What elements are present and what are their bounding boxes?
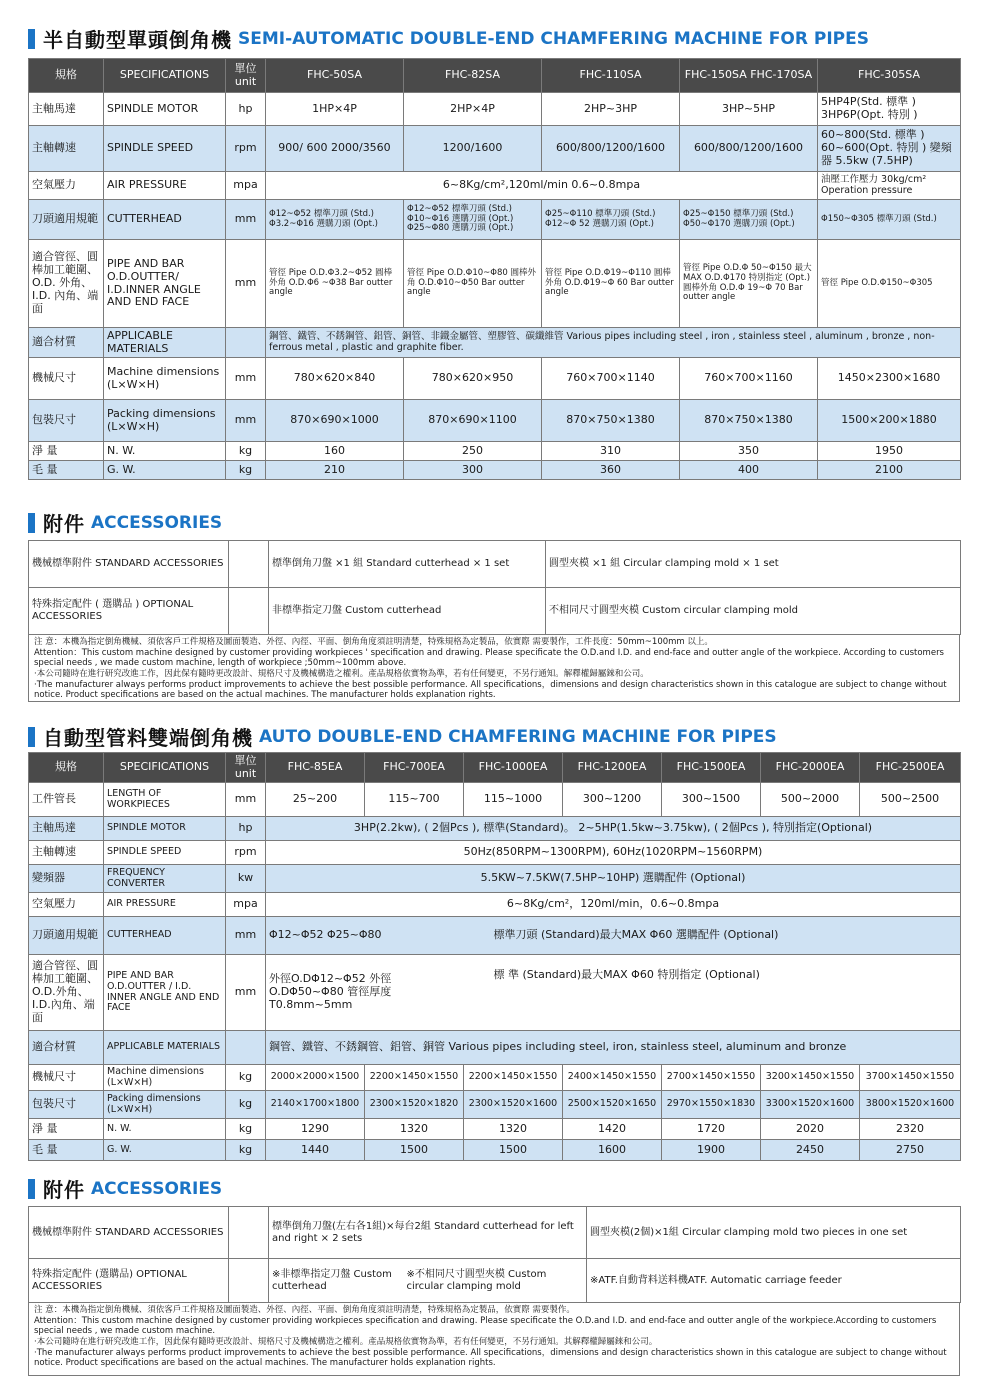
auto-accessories-title — [28, 1174, 222, 1203]
row-label-zh: 刀頭適用規範 — [29, 200, 104, 240]
semi-title-en: SEMI-AUTOMATIC DOUBLE-END CHAMFERING MACHINE FOR PIPES — [238, 28, 869, 49]
spec-cell: 300~1500 — [662, 783, 761, 817]
spec-cell: 300 — [404, 461, 542, 480]
model-header: FHC-700EA — [365, 753, 464, 783]
acc-label: 特殊指定配件 ( 選購品 ) OPTIONAL ACCESSORIES — [29, 588, 229, 635]
spec-cell: 1420 — [563, 1119, 662, 1140]
spec-cell: 標 準 (Standard)最大MAX Φ60 特別指定 (Optional) — [464, 955, 961, 1031]
spec-row-spindle-motor — [29, 817, 961, 841]
model-header: FHC-305SA — [818, 59, 961, 93]
acc-item: ※ATF.自動背料送料機ATF. Automatic carriage feeder — [587, 1259, 961, 1303]
row-label-en: N. W. — [104, 442, 226, 461]
spec-row-pipe-range — [29, 955, 961, 1031]
note-line: ·本公司隨時在進行研究改進工作，因此保有隨時更改設計、規格尺寸及機械構造之權利。產品規格依實物為準，若有任何變更，不另行通知。其解釋權歸屬錸和公司。 — [34, 1336, 658, 1347]
spec-cell: 300~1200 — [563, 783, 662, 817]
spec-cell: 油壓工作壓力 30kg/cm² Operation pressure — [818, 172, 961, 200]
acc-item: 非標準指定刀盤 Custom cutterhead — [269, 588, 546, 635]
row-label-zh: 毛 量 — [29, 1140, 104, 1161]
spec-cell-span: 鋼管、鐵管、不銹鋼管、鋁管、銅管 Various pipes including steel, iron, stainless steel, aluminum and bronze — [266, 1031, 961, 1065]
spec-cell: 管徑 Pipe O.D.Φ19~Φ110 圓棒外角 O.D.Φ19~Φ 60 Bar outter angle — [542, 240, 680, 328]
row-unit: mm — [226, 783, 266, 817]
spec-cell: 780×620×840 — [266, 358, 404, 400]
spec-cell: 2750 — [860, 1140, 961, 1161]
acc-title-en: ACCESSORIES — [91, 512, 223, 533]
spec-cell: 2HP~3HP — [542, 93, 680, 126]
header-spec-en: SPECIFICATIONS — [104, 753, 226, 783]
row-unit: kg — [226, 1091, 266, 1119]
spec-cell: 1600 — [563, 1140, 662, 1161]
spec-cell: 1500×200×1880 — [818, 400, 961, 442]
model-header: FHC-1500EA — [662, 753, 761, 783]
spec-cell: 2320 — [860, 1119, 961, 1140]
spec-cell: 2000×2000×1500 — [266, 1065, 365, 1091]
row-label-en: FREQUENCY CONVERTER — [104, 865, 226, 893]
row-unit — [226, 328, 266, 358]
spec-cell: 3800×1520×1600 — [860, 1091, 961, 1119]
spec-cell: 1500 — [464, 1140, 563, 1161]
spec-cell: 5HP4P(Std. 標準 ) 3HP6P(Opt. 特別 ) — [818, 93, 961, 126]
spec-row-net-weight — [29, 442, 961, 461]
row-label-en: SPINDLE SPEED — [104, 126, 226, 172]
model-header: FHC-85EA — [266, 753, 365, 783]
spec-row-materials — [29, 328, 961, 358]
spec-cell: Φ150~Φ305 標準刀頭 (Std.) — [818, 200, 961, 240]
spec-row-machine-dim — [29, 1065, 961, 1091]
header-unit: 單位 unit — [226, 59, 266, 93]
spec-cell: Φ12~Φ52 Φ25~Φ80 — [266, 917, 464, 955]
spec-cell: 780×620×950 — [404, 358, 542, 400]
row-label-en: SPINDLE MOTOR — [104, 817, 226, 841]
row-unit: kg — [226, 461, 266, 480]
acc-label: 機械標準附件 STANDARD ACCESSORIES — [29, 541, 229, 588]
spec-cell: 1900 — [662, 1140, 761, 1161]
row-label-en: APPLICABLE MATERIALS — [104, 328, 226, 358]
row-label-en: AIR PRESSURE — [104, 893, 226, 917]
note-line: ·The manufacturer always performs product improvements to achieve the best possible performance. All specifications，dimensions and design characteristics shown in this catalogue are subject to change without notice. Product specifications are based on the actual machines. The manufacturer holds explanation rights. — [34, 1347, 947, 1369]
spec-cell: 2140×1700×1800 — [266, 1091, 365, 1119]
auto-header-row — [29, 753, 961, 783]
acc-item: 圓型夾模(2個)×1組 Circular clamping mold two pieces in one set — [587, 1207, 961, 1259]
spec-cell: 3300×1520×1600 — [761, 1091, 860, 1119]
row-label-en: N. W. — [104, 1119, 226, 1140]
row-label-zh: 適合管徑、圓棒加工範圍、O.D.外角、I.D.內角、端面 — [29, 955, 104, 1031]
acc-row-optional — [29, 1259, 961, 1303]
row-unit: mm — [226, 240, 266, 328]
spec-row-gross-weight — [29, 1140, 961, 1161]
row-label-zh: 刀頭適用規範 — [29, 917, 104, 955]
acc-row-standard — [29, 541, 961, 588]
spec-cell: Φ12~Φ52 標準刀頭 (Std.) Φ10~Φ16 選購刀頭 (Opt.) Φ25~Φ80 選購刀頭 (Opt.) — [404, 200, 542, 240]
spec-cell: 2100 — [818, 461, 961, 480]
row-label-zh: 包裝尺寸 — [29, 1091, 104, 1119]
row-label-zh: 機械尺寸 — [29, 358, 104, 400]
spec-cell: 3700×1450×1550 — [860, 1065, 961, 1091]
spec-cell-span: 5.5KW~7.5KW(7.5HP~10HP) 選購配件 (Optional) — [266, 865, 961, 893]
row-unit: mm — [226, 200, 266, 240]
row-label-zh: 變頻器 — [29, 865, 104, 893]
spec-cell: Φ25~Φ150 標準刀頭 (Std.) Φ50~Φ170 選購刀頭 (Opt.) — [680, 200, 818, 240]
spec-row-spindle-motor — [29, 93, 961, 126]
spec-cell: 1440 — [266, 1140, 365, 1161]
row-label-en: APPLICABLE MATERIALS — [104, 1031, 226, 1065]
spec-cell: 870×690×1100 — [404, 400, 542, 442]
auto-accessories-table — [28, 1206, 961, 1303]
row-unit: kg — [226, 1119, 266, 1140]
auto-notes — [28, 1302, 960, 1376]
spec-cell: 2450 — [761, 1140, 860, 1161]
semi-section-title — [28, 24, 869, 53]
row-unit: mm — [226, 358, 266, 400]
row-unit: mpa — [226, 172, 266, 200]
row-unit: rpm — [226, 841, 266, 865]
row-label-zh: 機械尺寸 — [29, 1065, 104, 1091]
acc-spacer — [229, 588, 269, 635]
spec-cell: 2020 — [761, 1119, 860, 1140]
spec-cell: 60~800(Std. 標準 ) 60~600(Opt. 特別 ) 變頻器 5.5kw (7.5HP) — [818, 126, 961, 172]
acc-item: 標準倒角刀盤 ×1 組 Standard cutterhead × 1 set — [269, 541, 546, 588]
row-label-zh: 工件管長 — [29, 783, 104, 817]
row-unit: rpm — [226, 126, 266, 172]
auto-title-en: AUTO DOUBLE-END CHAMFERING MACHINE FOR PIPES — [259, 726, 777, 747]
spec-cell: 350 — [680, 442, 818, 461]
acc-item: 不相同尺寸圓型夾模 Custom circular clamping mold — [546, 588, 961, 635]
spec-cell: 210 — [266, 461, 404, 480]
spec-row-net-weight — [29, 1119, 961, 1140]
row-unit: hp — [226, 93, 266, 126]
spec-cell: 25~200 — [266, 783, 365, 817]
acc-title-zh: 附件 — [43, 1178, 85, 1202]
spec-row-air-pressure — [29, 172, 961, 200]
acc-spacer — [229, 541, 269, 588]
spec-cell: 2300×1520×1820 — [365, 1091, 464, 1119]
auto-title-zh: 自動型管料雙端倒角機 — [43, 726, 253, 750]
spec-row-air-pressure — [29, 893, 961, 917]
acc-label: 機械標準附件 STANDARD ACCESSORIES — [29, 1207, 229, 1259]
note-line: 注 意：本機為指定倒角機械、須依客戶工件規格及圖面製造、外徑、內徑、平面、倒角角度須註明清楚，特殊規格為定製品，依實際 需要製作，工件長度：50mm~100mm 以上。 — [34, 637, 713, 647]
spec-cell: 2HP×4P — [404, 93, 542, 126]
spec-cell: 115~700 — [365, 783, 464, 817]
spec-row-cutterhead — [29, 917, 961, 955]
row-label-en: PIPE AND BAR O.D.OUTTER/ I.D.INNER ANGLE AND END FACE — [104, 240, 226, 328]
spec-cell: 1290 — [266, 1119, 365, 1140]
model-header: FHC-1000EA — [464, 753, 563, 783]
auto-section-title — [28, 722, 777, 751]
spec-cell: 管徑 Pipe O.D.Φ150~Φ305 — [818, 240, 961, 328]
spec-row-frequency-converter — [29, 865, 961, 893]
spec-row-pipe-range — [29, 240, 961, 328]
title-marker — [28, 1179, 35, 1199]
title-marker — [28, 727, 35, 747]
row-label-en: G. W. — [104, 461, 226, 480]
row-label-en: Machine dimensions (L×W×H) — [104, 1065, 226, 1091]
acc-row-optional — [29, 588, 961, 635]
spec-cell: 管徑 Pipe O.D.Φ3.2~Φ52 圓棒外角 O.D.Φ6 ~Φ38 Bar outter angle — [266, 240, 404, 328]
acc-spacer — [229, 1259, 269, 1303]
row-label-en: G. W. — [104, 1140, 226, 1161]
spec-cell: 管徑 Pipe O.D.Φ10~Φ80 圓棒外角 O.D.Φ10~Φ50 Bar outter angle — [404, 240, 542, 328]
row-unit: mm — [226, 400, 266, 442]
row-label-en: SPINDLE SPEED — [104, 841, 226, 865]
row-unit: kg — [226, 1140, 266, 1161]
spec-row-gross-weight — [29, 461, 961, 480]
spec-cell: 600/800/1200/1600 — [542, 126, 680, 172]
spec-cell: 500~2000 — [761, 783, 860, 817]
acc-item: 標準倒角刀盤(左右各1組)×每台2組 Standard cutterhead for left and right × 2 sets — [269, 1207, 587, 1259]
row-label-en: CUTTERHEAD — [104, 200, 226, 240]
row-label-zh: 包裝尺寸 — [29, 400, 104, 442]
spec-cell: 500~2500 — [860, 783, 961, 817]
spec-cell: 1950 — [818, 442, 961, 461]
row-unit: mm — [226, 917, 266, 955]
spec-cell: 3HP~5HP — [680, 93, 818, 126]
model-header: FHC-2500EA — [860, 753, 961, 783]
spec-cell: 870×750×1380 — [542, 400, 680, 442]
row-unit: kg — [226, 442, 266, 461]
spec-cell-span: 50Hz(850RPM~1300RPM), 60Hz(1020RPM~1560RPM) — [266, 841, 961, 865]
spec-row-packing-dim — [29, 1091, 961, 1119]
auto-spec-table — [28, 752, 961, 1161]
spec-cell: 1320 — [365, 1119, 464, 1140]
spec-cell: 310 — [542, 442, 680, 461]
row-label-en: CUTTERHEAD — [104, 917, 226, 955]
spec-row-spindle-speed — [29, 126, 961, 172]
model-header: FHC-1200EA — [563, 753, 662, 783]
spec-cell: 900/ 600 2000/3560 — [266, 126, 404, 172]
spec-cell: 870×750×1380 — [680, 400, 818, 442]
header-unit: 單位 unit — [226, 753, 266, 783]
spec-row-machine-dim — [29, 358, 961, 400]
spec-cell: 標準刀頭 (Standard)最大MAX Φ60 選購配件 (Optional) — [464, 917, 961, 955]
spec-cell: 250 — [404, 442, 542, 461]
spec-cell: 160 — [266, 442, 404, 461]
title-marker — [28, 513, 35, 533]
spec-cell: 2700×1450×1550 — [662, 1065, 761, 1091]
spec-cell: Φ12~Φ52 標準刀頭 (Std.) Φ3.2~Φ16 選購刀頭 (Opt.) — [266, 200, 404, 240]
spec-row-cutterhead — [29, 200, 961, 240]
spec-cell: 3200×1450×1550 — [761, 1065, 860, 1091]
semi-accessories-table — [28, 540, 961, 635]
spec-cell: 2400×1450×1550 — [563, 1065, 662, 1091]
row-label-zh: 空氣壓力 — [29, 893, 104, 917]
spec-cell: 管徑 Pipe O.D.Φ 50~Φ150 最大 MAX O.D.Φ170 特別指定 (Opt.) 圓棒外角 O.D.Φ 19~Φ 70 Bar outter angle — [680, 240, 818, 328]
spec-cell: 360 — [542, 461, 680, 480]
spec-cell: 2970×1550×1830 — [662, 1091, 761, 1119]
spec-cell: 1320 — [464, 1119, 563, 1140]
row-label-en: LENGTH OF WORKPIECES — [104, 783, 226, 817]
row-label-zh: 適合管徑、圓棒加工範圍、O.D. 外角、I.D. 內角、端面 — [29, 240, 104, 328]
semi-title-zh: 半自動型單頭倒角機 — [43, 28, 232, 52]
row-label-zh: 適合材質 — [29, 1031, 104, 1065]
spec-cell: 2200×1450×1550 — [365, 1065, 464, 1091]
title-marker — [28, 29, 35, 49]
semi-spec-table — [28, 58, 961, 480]
spec-cell: 870×690×1000 — [266, 400, 404, 442]
spec-row-length — [29, 783, 961, 817]
spec-row-packing-dim — [29, 400, 961, 442]
note-line: Attention：This custom machine designed by customer providing workpieces ' specification and drawing. Please specificate the O.D.and I.D. and end-face and outter angle of the workpiece. According to customers special needs , we made custom machine, length of workpiece ;50mm~100mm above. — [34, 647, 944, 669]
note-line: ·本公司隨時在進行研究改進工作，因此保有隨時更改設計、規格尺寸及機械構造之權利。產品規格依實物為準，若有任何變更，不另行通知。解釋權歸屬錸和公司。 — [34, 668, 649, 679]
acc-item: 圓型夾模 ×1 組 Circular clamping mold × 1 set — [546, 541, 961, 588]
acc-row-standard — [29, 1207, 961, 1259]
spec-cell: 2500×1520×1650 — [563, 1091, 662, 1119]
spec-row-spindle-speed — [29, 841, 961, 865]
spec-row-materials — [29, 1031, 961, 1065]
model-header: FHC-50SA — [266, 59, 404, 93]
row-label-zh: 主軸轉速 — [29, 841, 104, 865]
row-label-en: AIR PRESSURE — [104, 172, 226, 200]
row-unit: mm — [226, 955, 266, 1031]
semi-accessories-title — [28, 508, 222, 537]
spec-cell: 1500 — [365, 1140, 464, 1161]
row-label-zh: 淨 量 — [29, 1119, 104, 1140]
row-label-zh: 主軸馬達 — [29, 93, 104, 126]
acc-title-en: ACCESSORIES — [91, 1178, 223, 1199]
semi-notes — [28, 634, 960, 702]
acc-item: ※非標準指定刀盤 Custom cutterhead — [269, 1259, 404, 1303]
spec-cell: 760×700×1140 — [542, 358, 680, 400]
spec-cell-span: 6~8Kg/cm²，120ml/min，0.6~0.8mpa — [266, 893, 961, 917]
spec-cell: 115~1000 — [464, 783, 563, 817]
spec-cell-span: 6~8Kg/cm²,120ml/min 0.6~0.8mpa — [266, 172, 818, 200]
row-label-zh: 適合材質 — [29, 328, 104, 358]
spec-cell: 1450×2300×1680 — [818, 358, 961, 400]
model-header: FHC-2000EA — [761, 753, 860, 783]
row-label-zh: 主軸轉速 — [29, 126, 104, 172]
acc-title-zh: 附件 — [43, 512, 85, 536]
header-spec-zh: 規格 — [29, 59, 104, 93]
row-unit: kg — [226, 1065, 266, 1091]
acc-label: 特殊指定配件 (選購品) OPTIONAL ACCESSORIES — [29, 1259, 229, 1303]
spec-cell: 600/800/1200/1600 — [680, 126, 818, 172]
model-header: FHC-150SA FHC-170SA — [680, 59, 818, 93]
spec-cell: 2200×1450×1550 — [464, 1065, 563, 1091]
spec-cell: 760×700×1160 — [680, 358, 818, 400]
spec-cell: 400 — [680, 461, 818, 480]
row-label-zh: 空氣壓力 — [29, 172, 104, 200]
spec-cell: 2300×1520×1600 — [464, 1091, 563, 1119]
header-spec-zh: 規格 — [29, 753, 104, 783]
spec-cell: Φ25~Φ110 標準刀頭 (Std.) Φ12~Φ 52 選購刀頭 (Opt.) — [542, 200, 680, 240]
header-spec-en: SPECIFICATIONS — [104, 59, 226, 93]
acc-spacer — [229, 1207, 269, 1259]
model-header: FHC-82SA — [404, 59, 542, 93]
note-line: ·The manufacturer always performs product improvements to achieve the best possible performance. All specifications，dimensions and design characteristics shown in this catalogue are subject to change without notice. Product specifications are based on the actual machines. The manufacturer holds explanation rights. — [34, 679, 947, 701]
row-label-zh: 主軸馬達 — [29, 817, 104, 841]
note-line: Attention：This custom machine designed by customer providing workpieces specification and drawing. Please specificate the O.D.and I.D. and end-face and outter angle of the workpiece.According to customers special needs , we made custom machine. — [34, 1315, 937, 1337]
row-label-en: Machine dimensions (L×W×H) — [104, 358, 226, 400]
row-label-en: Packing dimensions (L×W×H) — [104, 400, 226, 442]
spec-cell: 1HP×4P — [266, 93, 404, 126]
spec-cell-span: 鋼管、鐵管、不銹鋼管、鋁管、銅管、非鐵金屬管、塑膠管、碳纖維管 Various pipes including steel , iron , stainless steel , aluminum , bronze , non-ferrous metal , plastic and graphite fiber. — [266, 328, 961, 358]
spec-cell: 外徑O.DΦ12~Φ52 外徑O.DΦ50~Φ80 管徑厚度 T0.8mm~5mm — [266, 955, 464, 1031]
row-label-en: Packing dimensions (L×W×H) — [104, 1091, 226, 1119]
spec-cell: 1720 — [662, 1119, 761, 1140]
model-header: FHC-110SA — [542, 59, 680, 93]
row-label-zh: 毛 量 — [29, 461, 104, 480]
row-unit: mpa — [226, 893, 266, 917]
semi-header-row — [29, 59, 961, 93]
note-line: 注 意：本機為指定倒角機械、須依客戶工件規格及圖面製造、外徑、內徑、平面、倒角角度須註明清楚，特殊規格為定製品，依實際 需要製作。 — [34, 1305, 575, 1315]
row-unit: hp — [226, 817, 266, 841]
acc-item: ※不相同尺寸圓型夾模 Custom circular clamping mold — [404, 1259, 587, 1303]
row-label-zh: 淨 量 — [29, 442, 104, 461]
row-unit: kw — [226, 865, 266, 893]
spec-cell: 1200/1600 — [404, 126, 542, 172]
row-label-en: SPINDLE MOTOR — [104, 93, 226, 126]
row-label-en: PIPE AND BAR O.D.OUTTER / I.D. INNER ANGLE AND END FACE — [104, 955, 226, 1031]
spec-cell-span: 3HP(2.2kw), ( 2個Pcs ), 標準(Standard)。 2~5HP(1.5kw~3.75kw), ( 2個Pcs ), 特別指定(Optional) — [266, 817, 961, 841]
row-unit — [226, 1031, 266, 1065]
